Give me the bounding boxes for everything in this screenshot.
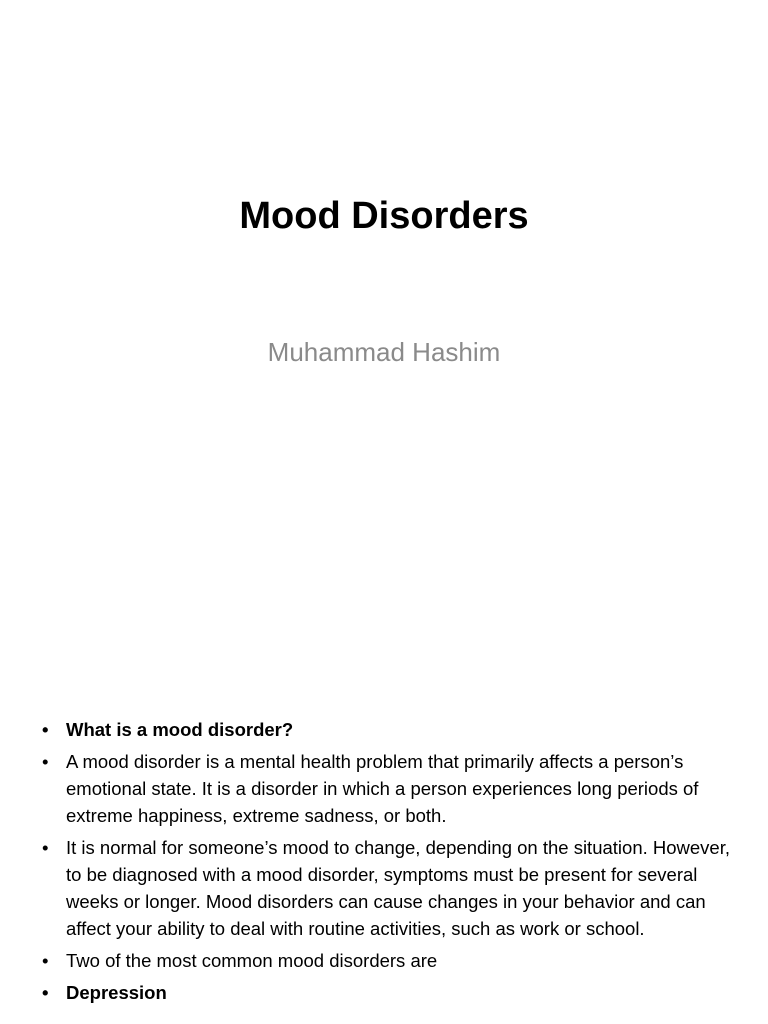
bullet-text: Two of the most common mood disorders are <box>66 950 438 971</box>
bullet-item-diagnosis <box>42 834 732 942</box>
bullet-text: Depression <box>66 982 167 1003</box>
bullet-text: What is a mood disorder? <box>66 719 294 740</box>
bullet-item-question <box>42 716 732 743</box>
bullet-text: A mood disorder is a mental health problem that primarily affects a person’s emotional state. It is a disorder in which a person experiences long periods of extreme happiness, extreme sadness, or both. <box>66 751 699 826</box>
bullet-text: It is normal for someone’s mood to change, depending on the situation. However, to be diagnosed with a mood disorder, symptoms must be present for several weeks or longer. Mood disorders can cause changes in your behavior and can affect your ability to deal with routine activities, such as work or school. <box>66 837 731 939</box>
bullet-dot-icon: • <box>42 982 49 1003</box>
slide-title: Mood Disorders <box>239 195 529 237</box>
bullet-list <box>42 716 732 1011</box>
bullet-dot-icon: • <box>42 950 49 971</box>
bullet-dot-icon: • <box>42 751 49 772</box>
slide-subtitle-author: Muhammad Hashim <box>267 337 501 367</box>
bullet-dot-icon: • <box>42 837 49 858</box>
bullet-item-definition <box>42 748 732 829</box>
bullet-item-depression <box>42 979 732 1006</box>
bullet-dot-icon: • <box>42 719 49 740</box>
bullet-item-common <box>42 947 732 974</box>
